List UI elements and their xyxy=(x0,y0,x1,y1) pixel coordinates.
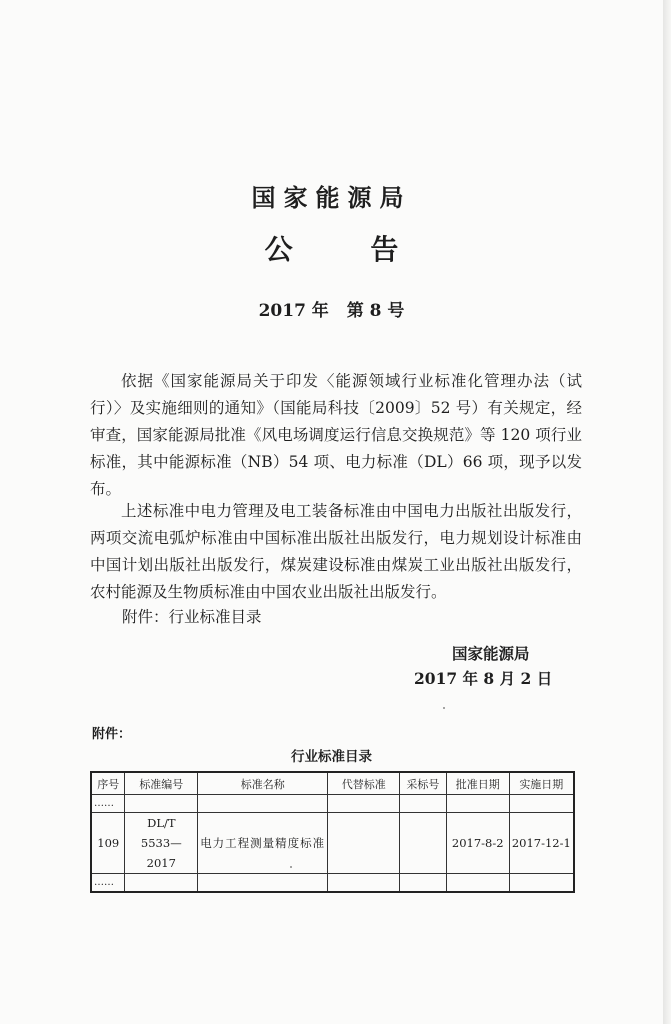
ellipsis-cell: …… xyxy=(91,795,125,813)
standards-catalog-table xyxy=(90,771,575,893)
cell-code xyxy=(125,813,198,874)
column-header: 代替标准 xyxy=(328,772,400,795)
cell-replaces xyxy=(328,813,400,874)
attachment-reference: 附件：行业标准目录 xyxy=(122,608,262,626)
scan-speck xyxy=(290,866,292,868)
table-row-ellipsis xyxy=(91,874,574,893)
page-edge-shadow xyxy=(663,0,671,1024)
column-header: 标准名称 xyxy=(198,772,328,795)
attachment-label: 附件： xyxy=(92,727,132,742)
table-row xyxy=(91,813,574,874)
column-header: 批准日期 xyxy=(446,772,509,795)
issue-year: 2017 年 xyxy=(258,301,329,321)
column-header: 标准编号 xyxy=(125,772,198,795)
notice-title: 公 告 xyxy=(264,233,433,266)
table-header-row xyxy=(91,772,574,795)
paragraph-2: 上述标准中电力管理及电工装备标准由中国电力出版社出版发行，两项交流电弧炉标准由中国标准出版社出版发行，电力规划设计标准由中国计划出版社出版发行，煤炭建设标准由煤炭工业出版社出版发行，农村能源及生物质标准由中国农业出版社出版发行。 xyxy=(90,502,582,601)
cell-adopted xyxy=(400,813,447,874)
issue-no: 第 8 号 xyxy=(346,301,405,321)
column-header: 实施日期 xyxy=(509,772,574,795)
code-number: 5533—2017 xyxy=(140,836,182,870)
paragraph-1: 依据《国家能源局关于印发〈能源领域行业标准化管理办法（试行）〉及实施细则的通知》（国能局科技〔2009〕52 号）有关规定，经审查，国家能源局批准《风电场调度运行信息交换规范》等 120 项行业标准，其中能源标准（NB）54 项、电力标准（DL）66 项，现予以发布。 xyxy=(90,372,582,498)
issue-number xyxy=(0,296,663,321)
code-prefix: DL/T xyxy=(147,816,176,830)
cell-seq: 109 xyxy=(91,813,125,874)
scan-speck xyxy=(443,707,445,709)
cell-name: 电力工程测量精度标准 xyxy=(198,813,328,874)
signature-org: 国家能源局 xyxy=(452,645,530,663)
table-row-ellipsis xyxy=(91,795,574,813)
cell-approved: 2017-8-2 xyxy=(446,813,509,874)
signature-date: 2017 年 8 月 2 日 xyxy=(414,669,553,688)
catalog-title: 行业标准目录 xyxy=(291,749,372,765)
column-header: 序号 xyxy=(91,772,125,795)
ellipsis-cell: …… xyxy=(91,874,125,893)
cell-effective: 2017-12-1 xyxy=(509,813,574,874)
issuing-org-title: 国家能源局 xyxy=(251,184,412,212)
column-header: 采标号 xyxy=(400,772,447,795)
